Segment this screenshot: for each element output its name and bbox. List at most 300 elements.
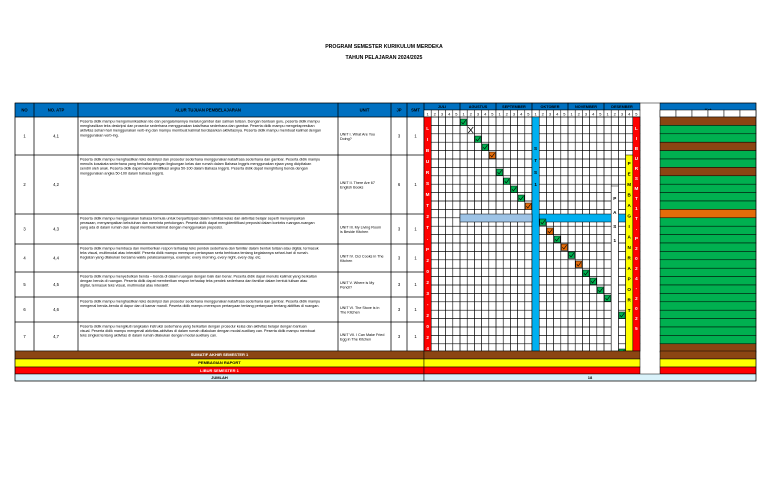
week-cell [604, 142, 611, 150]
week-cell [554, 201, 561, 209]
week-cell [539, 176, 546, 184]
week-cell [561, 159, 568, 167]
week-cell [453, 151, 460, 159]
week-cell [474, 184, 481, 192]
week-cell [554, 327, 561, 335]
check-marker [561, 244, 567, 251]
week-cell [539, 327, 546, 335]
week-cell [575, 151, 582, 159]
week-cell [431, 344, 438, 351]
week-cell [467, 226, 474, 234]
week-cell [446, 134, 453, 142]
week-cell [561, 310, 568, 318]
week-cell [474, 293, 481, 301]
week-cell [539, 193, 546, 201]
week-cell [518, 277, 525, 285]
week-cell [568, 167, 575, 175]
week-cell [496, 344, 503, 351]
week-cell [431, 176, 438, 184]
week-cell [474, 235, 481, 243]
week-cell [525, 285, 532, 293]
week-cell [618, 226, 625, 234]
ket-subheader-cell [676, 110, 692, 117]
row-no: 6 [23, 307, 26, 312]
week-cell [597, 184, 604, 192]
row-alur: Peserta didik mampu menghasilkan teks deskripsi dan prosedur sederhana menggunakan kata/frasa sederhana dan gambar. Peserta didik mampu menulis kosakata sederhana yang berkaitan dengan lingkungan kelas dan rumah dalam Bahasa Inggris menggunakan ejaan yang dicipitakan sendiri oleh anak. Peserta didik dapat mengidentifikasi angka 50-100 dalam Bahasa Inggris. Peserta didik dapat menghitung benda dengan menggunakan angka 50-100 dalam bahasa Inggris. [80, 157, 321, 176]
week-cell [590, 319, 597, 327]
week-cell [489, 319, 496, 327]
row-alur: Peserta didik mampu menghasilkan teks deskripsi dan prosedur sederhana menggunakan kata/frasa sederhana dan gambar. Peserta didik mampu mengenal benda-benda di dapur dan di kamar mandi. Peserta didik mampu merespon pertanyaan tentang pertanyaan tentang aktifitas di ruangan. [80, 299, 321, 309]
week-cell [582, 260, 589, 268]
ket-color-row [660, 184, 756, 192]
week-cell [474, 226, 481, 234]
week-cell [554, 193, 561, 201]
week-number: 2 [613, 111, 616, 117]
week-cell [496, 268, 503, 276]
week-cell [597, 134, 604, 142]
week-cell [438, 277, 445, 285]
week-cell [503, 159, 510, 167]
week-cell [590, 226, 597, 234]
week-cell [546, 268, 553, 276]
row-alur: Peserta didik mampu menggunakan bahasa formula untuk berpartisipasi dalam rutinitas kelas dan aktivitas belajar seperti menyampaikan perasaan, menyampaikan kebutuhan dan meminta pertolongan. Peserta didik dapat mengidentifikasi preposisi dalam konteks ruangan-ruangan yang ada di dalam rumah dan dapat membuat kalimat dengan menggunakan preposisi. [80, 216, 315, 230]
week-number: 2 [505, 111, 508, 117]
row-unit: UNIT VII. I Can Make Fried Egg in The Kitchen [340, 333, 385, 342]
week-cell [446, 201, 453, 209]
row-smt: 1 [414, 226, 417, 232]
week-cell [453, 243, 460, 251]
week-cell [518, 235, 525, 243]
week-cell [582, 193, 589, 201]
week-cell [568, 159, 575, 167]
week-number: 3 [620, 111, 624, 117]
week-cell [590, 243, 597, 251]
week-cell [590, 344, 597, 351]
jumlah-row-label: JUMLAH [211, 375, 228, 381]
week-cell [568, 184, 575, 192]
week-cell [525, 235, 532, 243]
week-cell [618, 243, 625, 251]
row-jp: 3 [397, 226, 401, 232]
week-cell [460, 125, 467, 133]
week-cell [525, 134, 532, 142]
week-cell [453, 184, 460, 192]
row-atp: 4,3 [53, 226, 59, 232]
row-atp: 4,6 [53, 307, 59, 312]
week-cell [431, 235, 438, 243]
check-marker [482, 144, 488, 151]
week-cell [546, 159, 553, 167]
week-cell [460, 277, 467, 285]
week-cell [604, 235, 611, 243]
row3-band-left [460, 214, 532, 222]
week-cell [525, 243, 532, 251]
week-number: 1 [570, 111, 573, 117]
week-cell [582, 327, 589, 335]
week-cell [597, 235, 604, 243]
ket-color-row [660, 251, 756, 259]
week-cell [561, 235, 568, 243]
week-cell [561, 260, 568, 268]
ket-subheader-cell [692, 110, 708, 117]
week-cell [590, 142, 597, 150]
week-cell [496, 260, 503, 268]
week-cell [510, 125, 517, 133]
week-cell [568, 243, 575, 251]
week-cell [554, 319, 561, 327]
week-cell [453, 319, 460, 327]
week-cell [554, 277, 561, 285]
week-cell [474, 260, 481, 268]
ket-color-row [660, 167, 756, 175]
week-cell [604, 285, 611, 293]
week-cell [575, 285, 582, 293]
week-cell [604, 277, 611, 285]
week-cell [582, 176, 589, 184]
week-cell [431, 201, 438, 209]
week-cell [453, 201, 460, 209]
week-cell [489, 260, 496, 268]
week-cell [582, 134, 589, 142]
week-cell [496, 302, 503, 310]
week-cell [467, 293, 474, 301]
week-cell [510, 277, 517, 285]
week-cell [539, 201, 546, 209]
ket-color-row [660, 209, 756, 217]
week-cell [597, 260, 604, 268]
row-no: 5 [23, 282, 26, 287]
week-cell [554, 226, 561, 234]
pembagian-raport-row-weeks [424, 359, 640, 367]
week-number: 5 [491, 111, 494, 117]
week-cell [438, 176, 445, 184]
row-atp: 4,2 [53, 182, 59, 187]
week-cell [431, 243, 438, 251]
week-cell [438, 142, 445, 150]
week-cell [503, 251, 510, 259]
week-cell [431, 319, 438, 327]
week-cell [582, 151, 589, 159]
week-cell [575, 235, 582, 243]
pembagian-raport-row-ket [660, 359, 756, 367]
week-cell [460, 335, 467, 343]
week-cell [618, 176, 625, 184]
ket-color-row [660, 159, 756, 167]
ket-subheader-cell [708, 110, 724, 117]
week-cell [618, 167, 625, 175]
week-cell [618, 268, 625, 276]
week-cell [604, 226, 611, 234]
week-cell [474, 117, 481, 125]
week-cell [604, 327, 611, 335]
ket-color-row [660, 268, 756, 276]
week-cell [496, 125, 503, 133]
week-cell [446, 193, 453, 201]
week-cell [503, 201, 510, 209]
week-number: 2 [577, 111, 580, 117]
week-cell [453, 268, 460, 276]
week-cell [438, 117, 445, 125]
week-cell [618, 277, 625, 285]
week-cell [438, 285, 445, 293]
week-cell [546, 142, 553, 150]
week-cell [489, 125, 496, 133]
week-cell [568, 151, 575, 159]
week-cell [467, 302, 474, 310]
row-jp: 6 [397, 182, 401, 187]
week-cell [582, 243, 589, 251]
week-cell [482, 319, 489, 327]
libur-semester-row-ket [660, 367, 756, 374]
week-cell [496, 251, 503, 259]
week-cell [590, 310, 597, 318]
week-number: 3 [476, 111, 480, 117]
ket-color-row [660, 319, 756, 327]
ket-color-row [660, 327, 756, 335]
week-cell [518, 344, 525, 351]
week-cell [518, 302, 525, 310]
week-cell [489, 201, 496, 209]
week-cell [431, 335, 438, 343]
week-cell [438, 335, 445, 343]
week-cell [460, 201, 467, 209]
week-cell [453, 335, 460, 343]
week-cell [482, 327, 489, 335]
week-cell [546, 134, 553, 142]
week-number: 1 [534, 111, 537, 117]
libur-semester-row-weeks [424, 367, 640, 374]
ket-subheader-cell [740, 110, 756, 117]
week-cell [597, 302, 604, 310]
week-cell [590, 335, 597, 343]
week-cell [561, 142, 568, 150]
week-cell [546, 201, 553, 209]
week-cell [496, 176, 503, 184]
week-cell [582, 277, 589, 285]
vertical-libur-smt2: L I B U R S M T 2 T . P 2 0 2 3 -2 0 2 4 [425, 126, 430, 351]
week-cell [438, 151, 445, 159]
week-cell [611, 125, 618, 133]
check-marker [497, 169, 503, 176]
week-cell [539, 277, 546, 285]
week-cell [510, 285, 517, 293]
week-cell [453, 176, 460, 184]
week-cell [546, 117, 553, 125]
week-cell [575, 335, 582, 343]
week-cell [453, 310, 460, 318]
week-cell [525, 151, 532, 159]
check-marker [518, 195, 524, 202]
week-cell [597, 268, 604, 276]
week-cell [482, 167, 489, 175]
week-number: 5 [635, 111, 638, 117]
week-cell [496, 285, 503, 293]
week-cell [496, 151, 503, 159]
week-cell [503, 293, 510, 301]
week-cell [561, 302, 568, 310]
week-cell [460, 310, 467, 318]
week-cell [539, 117, 546, 125]
week-cell [604, 134, 611, 142]
week-cell [431, 302, 438, 310]
week-cell [618, 302, 625, 310]
week-cell [568, 201, 575, 209]
week-cell [467, 285, 474, 293]
week-number: 5 [455, 111, 458, 117]
week-cell [525, 277, 532, 285]
week-cell [597, 201, 604, 209]
week-cell [554, 293, 561, 301]
week-cell [539, 184, 546, 192]
week-cell [431, 167, 438, 175]
week-cell [518, 319, 525, 327]
week-cell [453, 193, 460, 201]
week-cell [539, 243, 546, 251]
week-cell [568, 277, 575, 285]
week-number: 3 [512, 111, 516, 117]
week-cell [590, 117, 597, 125]
week-cell [590, 184, 597, 192]
week-cell [561, 285, 568, 293]
sts-column [532, 117, 539, 351]
week-cell [518, 159, 525, 167]
week-cell [503, 285, 510, 293]
week-cell [554, 134, 561, 142]
week-cell [590, 235, 597, 243]
week-cell [618, 293, 625, 301]
week-cell [496, 117, 503, 125]
week-cell [525, 319, 532, 327]
week-cell [482, 302, 489, 310]
ket-color-row [660, 277, 756, 285]
check-marker [619, 312, 625, 319]
week-cell [546, 167, 553, 175]
week-cell [460, 293, 467, 301]
week-cell [446, 335, 453, 343]
week-cell [575, 327, 582, 335]
week-cell [525, 260, 532, 268]
week-cell [453, 159, 460, 167]
week-cell [431, 151, 438, 159]
week-cell [597, 243, 604, 251]
row-no: 7 [23, 334, 26, 339]
week-cell [510, 193, 517, 201]
week-cell [446, 184, 453, 192]
week-cell [467, 310, 474, 318]
week-cell [510, 167, 517, 175]
week-cell [489, 134, 496, 142]
week-cell [482, 293, 489, 301]
week-cell [460, 251, 467, 259]
week-cell [503, 344, 510, 351]
week-cell [525, 268, 532, 276]
week-number: 1 [498, 111, 501, 117]
week-cell [496, 193, 503, 201]
week-cell [496, 159, 503, 167]
week-cell [604, 335, 611, 343]
week-cell [467, 151, 474, 159]
row-smt: 1 [414, 255, 417, 261]
week-cell [489, 310, 496, 318]
week-cell [482, 268, 489, 276]
month-agustus: AGUSTUS [468, 105, 488, 110]
week-cell [496, 243, 503, 251]
week-cell [590, 260, 597, 268]
week-cell [503, 142, 510, 150]
week-cell [460, 193, 467, 201]
check-marker [590, 278, 596, 285]
week-cell [618, 125, 625, 133]
week-cell [446, 285, 453, 293]
week-cell [431, 310, 438, 318]
week-cell [618, 251, 625, 259]
week-cell [438, 251, 445, 259]
week-cell [431, 142, 438, 150]
week-cell [482, 117, 489, 125]
row-smt: 1 [414, 133, 417, 139]
ket-color-row [660, 226, 756, 234]
week-cell [438, 327, 445, 335]
ket-color-row [660, 260, 756, 268]
week-cell [510, 226, 517, 234]
week-cell [431, 209, 438, 217]
week-cell [597, 319, 604, 327]
week-cell [525, 184, 532, 192]
week-cell [453, 142, 460, 150]
week-cell [446, 117, 453, 125]
week-cell [503, 235, 510, 243]
ket-color-row [660, 117, 756, 125]
week-cell [554, 151, 561, 159]
week-cell [467, 193, 474, 201]
week-cell [561, 319, 568, 327]
week-cell [503, 134, 510, 142]
week-cell [575, 176, 582, 184]
week-cell [539, 151, 546, 159]
check-marker [583, 270, 589, 277]
week-cell [467, 319, 474, 327]
week-cell [431, 184, 438, 192]
week-cell [510, 293, 517, 301]
week-cell [482, 151, 489, 159]
week-cell [561, 268, 568, 276]
week-cell [474, 176, 481, 184]
week-cell [467, 176, 474, 184]
week-cell [597, 251, 604, 259]
ket-color-row [660, 335, 756, 343]
row-no: 3 [23, 226, 26, 232]
week-cell [525, 327, 532, 335]
week-cell [460, 268, 467, 276]
week-cell [496, 142, 503, 150]
check-marker [540, 219, 546, 226]
week-number: 3 [440, 111, 444, 117]
week-cell [597, 327, 604, 335]
week-cell [604, 268, 611, 276]
week-cell [482, 285, 489, 293]
week-cell [604, 243, 611, 251]
week-cell [539, 285, 546, 293]
week-cell [518, 293, 525, 301]
week-cell [597, 117, 604, 125]
week-cell [525, 344, 532, 351]
week-cell [604, 151, 611, 159]
week-cell [431, 251, 438, 259]
week-cell [546, 151, 553, 159]
week-number: 4 [484, 111, 487, 117]
week-cell [554, 310, 561, 318]
week-number: 4 [520, 111, 523, 117]
